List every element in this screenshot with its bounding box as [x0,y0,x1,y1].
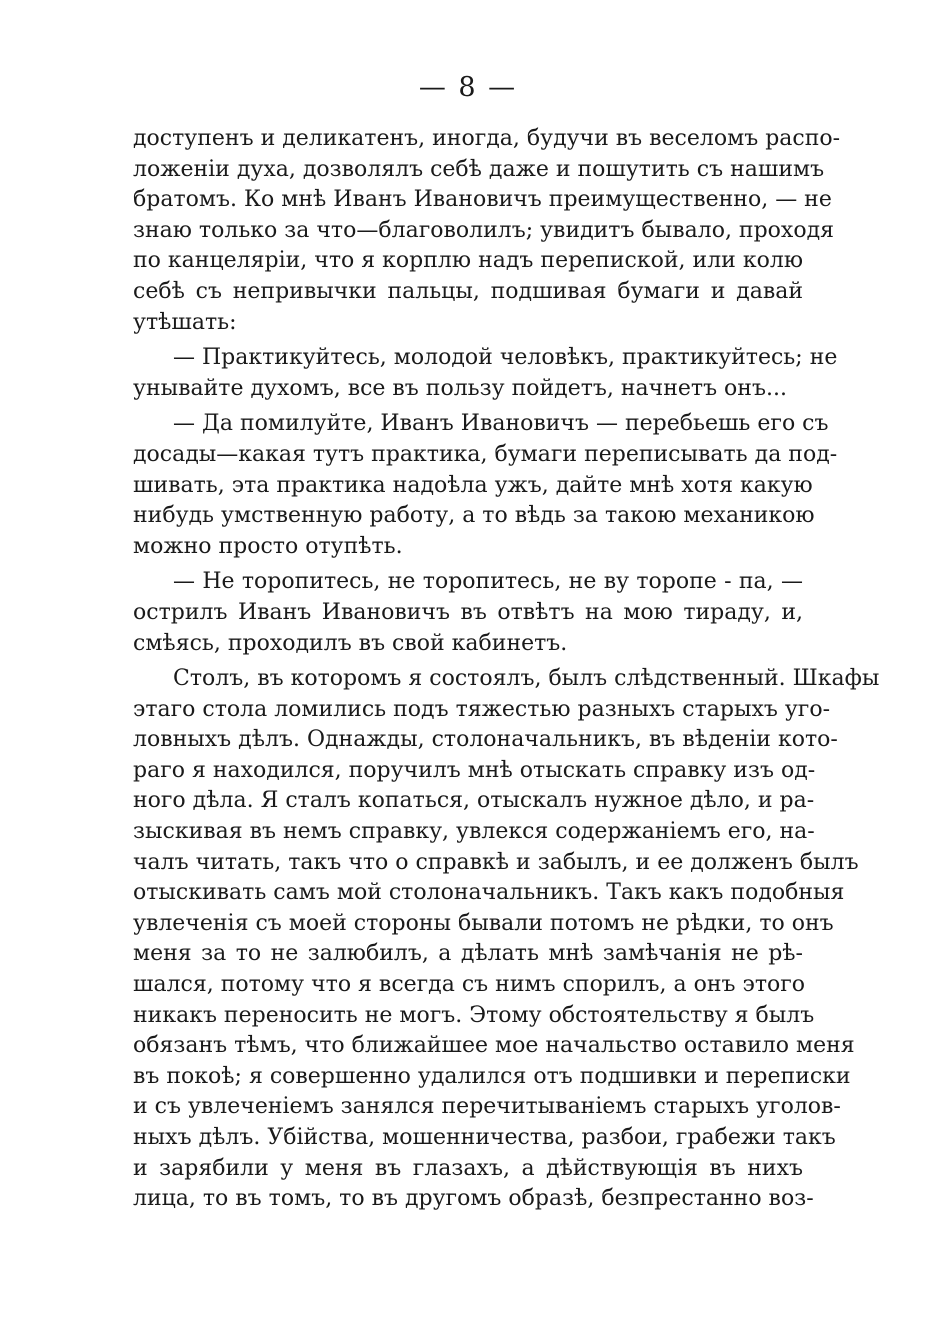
text-line: братомъ. Ко мнѣ Иванъ Ивановичъ преимущественно, — не [133,187,832,213]
text-line: унывайте духомъ, все въ пользу пойдетъ, начнетъ онъ... [133,375,787,401]
text-line: чалъ читать, такъ что о справкѣ и забылъ, и ее долженъ былъ [133,849,859,875]
text-line: утѣшать: [133,309,237,335]
text-line: острилъ Иванъ Ивановичъ въ отвѣтъ на мою тираду, и, [133,599,803,625]
text-line: по канцеляріи, что я корплю надъ перепиской, или колю [133,248,803,274]
text-line: — Практикуйтесь, молодой человѣкъ, практикуйтесь; не [173,345,838,371]
text-line: доступенъ и деликатенъ, иногда, будучи въ веселомъ распо- [133,126,841,151]
text-line: смѣясь, проходилъ въ свой кабинетъ. [133,630,568,656]
text-line: обязанъ тѣмъ, что ближайшее мое начальство оставило меня [133,1033,855,1059]
text-line: и съ увлеченіемъ занялся перечитываніемъ старыхъ уголов- [133,1094,841,1120]
text-line: лица, то въ томъ, то въ другомъ образѣ, безпрестанно воз- [133,1186,814,1212]
text-line: и зарябили у меня въ глазахъ, а дѣйствующія въ нихъ [133,1155,803,1181]
text-line: шался, потому что я всегда съ нимъ спорилъ, а онъ этого [133,972,806,998]
text-line: этаго стола ломились подъ тяжестью разныхъ старыхъ уго- [133,696,831,722]
text-line: — Не торопитесь, не торопитесь, не ву торопе - па, — [173,569,803,595]
text-line: — Да помилуйте, Иванъ Ивановичъ — перебьешь его съ [173,411,829,437]
text-line: можно просто отупѣть. [133,533,403,559]
text-line: досады—какая тутъ практика, бумаги переписывать да под- [133,441,838,467]
body-text [133,124,880,1215]
text-line: себѣ съ непривычки пальцы, подшивая бумаги и давай [133,278,803,304]
text-line: меня за то не залюбилъ, а дѣлать мнѣ замѣчанія не рѣ- [133,941,803,967]
text-line: Столъ, въ которомъ я состоялъ, былъ слѣдственный. Шкафы [173,666,880,692]
text-line: нибудь умственную работу, а то вѣдь за такою механикою [133,503,815,529]
text-line: ложеніи духа, дозволялъ себѣ даже и пошутить съ нашимъ [133,156,825,182]
text-line: ловныхъ дѣлъ. Однажды, столоначальникъ, въ вѣденіи кото- [133,727,838,753]
text-line: шивать, эта практика надоѣла ужъ, дайте мнѣ хотя какую [133,472,813,498]
text-line: ныхъ дѣлъ. Убійства, мошенничества, разбои, грабежи такъ [133,1125,836,1150]
text-line: ного дѣла. Я сталъ копаться, отыскалъ нужное дѣло, и ра- [133,788,815,814]
text-line: зыскивая въ немъ справку, увлекся содержаніемъ его, на- [133,819,815,845]
text-line: отыскивать самъ мой столоначальникъ. Такъ какъ подобныя [133,880,845,906]
text-line: увлеченія съ моей стороны бывали потомъ не рѣдки, то онъ [133,910,834,936]
text-line: раго я находился, поручилъ мнѣ отыскать справку изъ од- [133,757,816,783]
text-line: никакъ переносить не могъ. Этому обстоятельству я былъ [133,1002,815,1028]
page-number: — 8 — [418,72,518,103]
text-line: знаю только за что—благоволилъ; увидитъ бывало, проходя [133,217,835,243]
text-line: въ покоѣ; я совершенно удалился отъ подшивки и переписки [133,1063,851,1089]
